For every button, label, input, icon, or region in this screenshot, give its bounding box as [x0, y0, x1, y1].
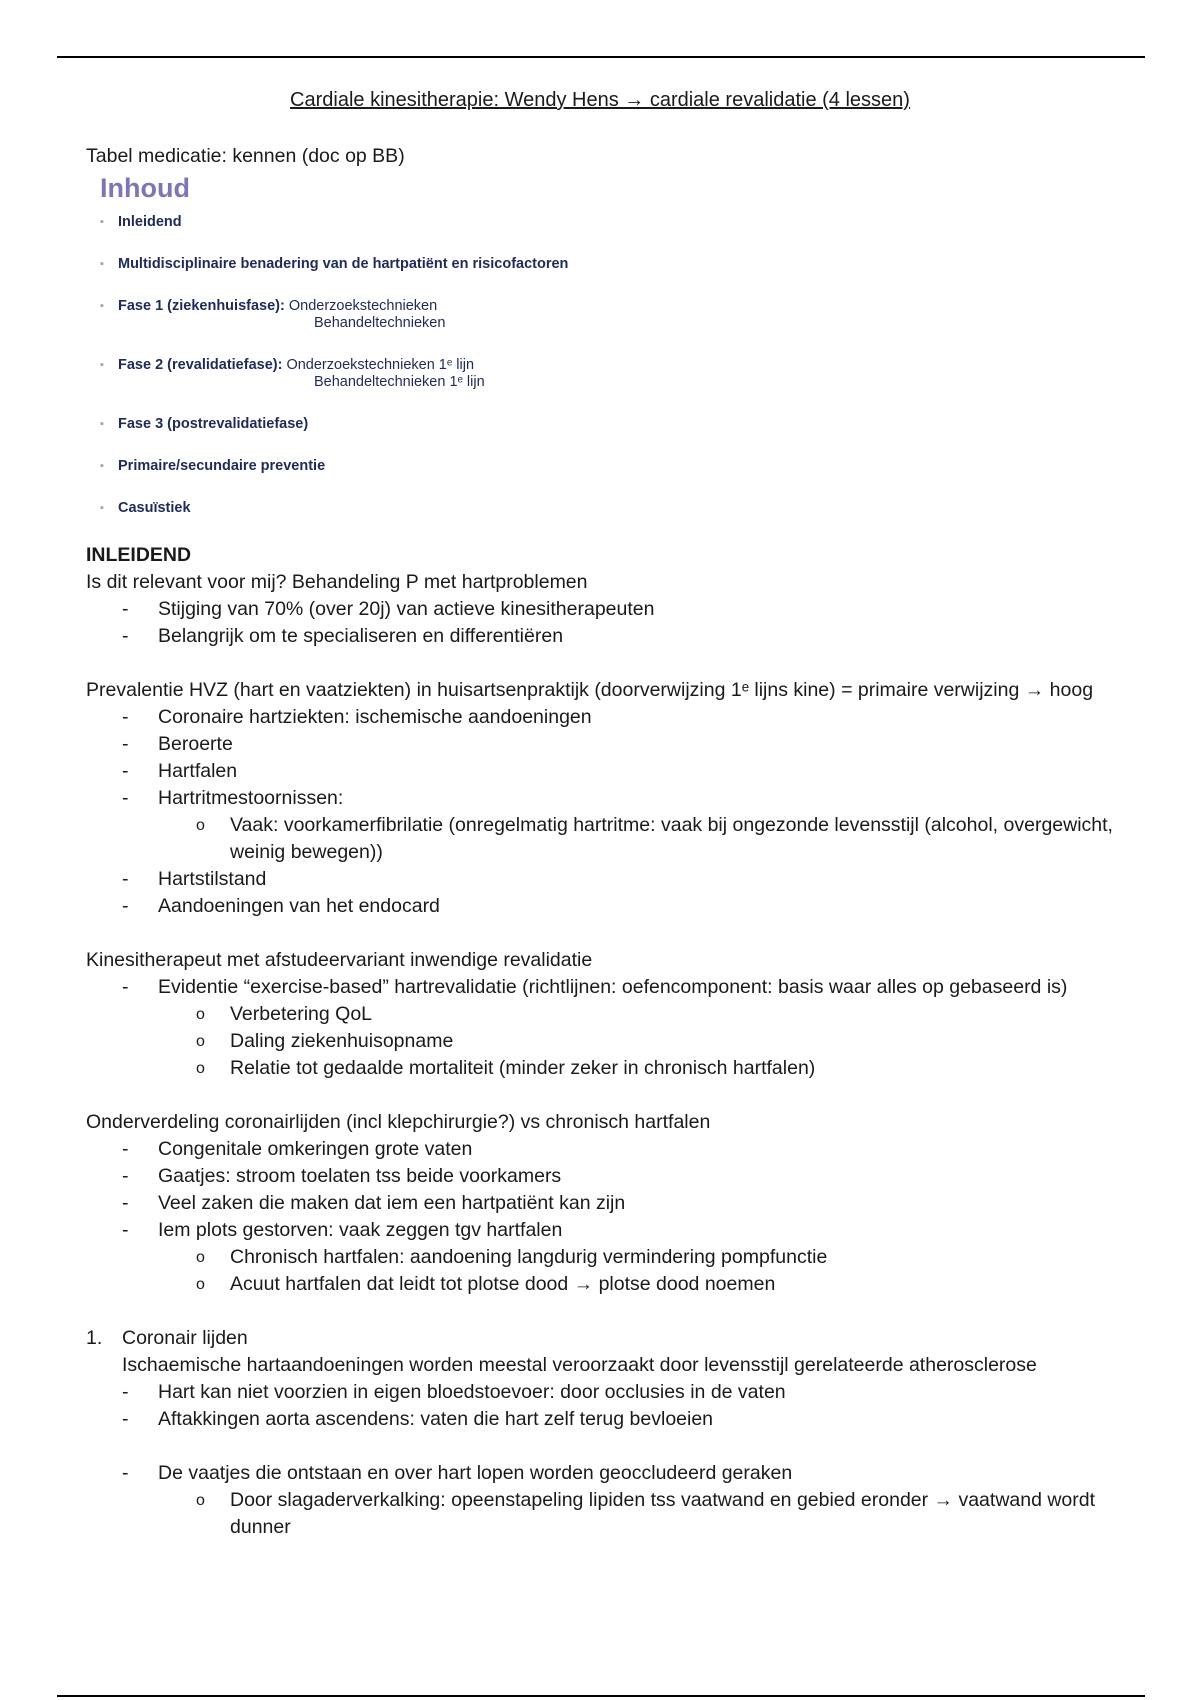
numbered-heading-text: Coronair lijden	[122, 1327, 248, 1349]
list-item: o Chronisch hartfalen: aandoening langdurig vermindering pompfunctie	[86, 1244, 1126, 1271]
list-item: o Vaak: voorkamerfibrilatie (onregelmatig hartritme: vaak bij ongezonde levensstijl (alcohol, overgewicht, weinig bewegen))	[86, 812, 1126, 866]
list-item: o Acuut hartfalen dat leidt tot plotse dood → plotse dood noemen	[86, 1271, 1126, 1298]
bottom-rule	[57, 1695, 1145, 1697]
list-item: - Belangrijk om te specialiseren en differentiëren	[86, 623, 1126, 650]
paragraph: Ischaemische hartaandoeningen worden meestal veroorzaakt door levensstijl gerelateerde atherosclerose	[122, 1354, 1037, 1376]
list-number: 1.	[86, 1327, 103, 1349]
toc-item: ▪ Fase 3 (postrevalidatiefase)	[86, 416, 1126, 433]
list-item: - Evidentie “exercise-based” hartrevalidatie (richtlijnen: oefencomponent: basis waar alles op gebaseerd is)	[86, 974, 1126, 1001]
list-item: - Beroerte	[86, 731, 1126, 758]
list-item: - Gaatjes: stroom toelaten tss beide voorkamers	[86, 1163, 1126, 1190]
list-item: - Aandoeningen van het endocard	[86, 893, 1126, 920]
sub-bullet-list	[86, 812, 1126, 866]
intro-line: Tabel medicatie: kennen (doc op BB)	[86, 145, 405, 167]
list-item: o Daling ziekenhuisopname	[86, 1028, 1126, 1055]
toc-list	[86, 214, 1126, 517]
toc-item: ▪ Primaire/secundaire preventie	[86, 458, 1126, 475]
bullet-list	[86, 974, 1126, 1001]
bullet-list	[86, 1136, 1126, 1244]
section-heading: INLEIDEND	[86, 544, 192, 566]
list-item: - Stijging van 70% (over 20j) van actieve kinesitherapeuten	[86, 596, 1126, 623]
list-item: - Hartritmestoornissen:	[86, 785, 1126, 812]
list-item: o Door slagaderverkalking: opeenstapeling lipiden tss vaatwand en gebied eronder → vaatwand wordt dunner	[86, 1487, 1126, 1541]
bullet-list	[86, 866, 1126, 920]
sub-bullet-list	[86, 1244, 1126, 1298]
list-item: - Iem plots gestorven: vaak zeggen tgv hartfalen	[86, 1217, 1126, 1244]
toc-heading: Inhoud	[100, 173, 190, 203]
toc-item: ▪ Fase 2 (revalidatiefase): Onderzoekstechnieken 1ᵉ lijn Behandeltechnieken 1ᵉ lijn	[86, 357, 1126, 391]
paragraph: Onderverdeling coronairlijden (incl klepchirurgie?) vs chronisch hartfalen	[86, 1111, 711, 1133]
toc-item: ▪ Inleidend	[86, 214, 1126, 231]
toc-item: ▪ Fase 1 (ziekenhuisfase): Onderzoekstechnieken Behandeltechnieken	[86, 298, 1126, 332]
list-item: - Hartfalen	[86, 758, 1126, 785]
bullet-list	[86, 1379, 1126, 1433]
sub-bullet-list	[86, 1001, 1126, 1082]
bullet-list	[86, 704, 1126, 812]
toc-item: ▪ Multidisciplinaire benadering van de hartpatiënt en risicofactoren	[86, 256, 1126, 273]
document-body	[86, 143, 1126, 1541]
list-item: - De vaatjes die ontstaan en over hart lopen worden geoccludeerd geraken	[86, 1460, 1126, 1487]
numbered-heading	[86, 1325, 1126, 1352]
paragraph: Is dit relevant voor mij? Behandeling P met hartproblemen	[86, 571, 588, 593]
list-item: - Veel zaken die maken dat iem een hartpatiënt kan zijn	[86, 1190, 1126, 1217]
list-item: - Coronaire hartziekten: ischemische aandoeningen	[86, 704, 1126, 731]
list-item: - Aftakkingen aorta ascendens: vaten die hart zelf terug bevloeien	[86, 1406, 1126, 1433]
paragraph: Kinesitherapeut met afstudeervariant inwendige revalidatie	[86, 949, 593, 971]
list-item: - Hartstilstand	[86, 866, 1126, 893]
sub-bullet-list	[86, 1487, 1126, 1541]
list-item: - Congenitale omkeringen grote vaten	[86, 1136, 1126, 1163]
list-item: - Hart kan niet voorzien in eigen bloedstoevoer: door occlusies in de vaten	[86, 1379, 1126, 1406]
document-title: Cardiale kinesitherapie: Wendy Hens → cardiale revalidatie (4 lessen)	[290, 89, 910, 111]
bullet-list	[86, 596, 1126, 650]
list-item: o Relatie tot gedaalde mortaliteit (minder zeker in chronisch hartfalen)	[86, 1055, 1126, 1082]
toc-item: ▪ Casuïstiek	[86, 500, 1126, 517]
bullet-list	[86, 1460, 1126, 1487]
list-item: o Verbetering QoL	[86, 1001, 1126, 1028]
paragraph: Prevalentie HVZ (hart en vaatziekten) in huisartsenpraktijk (doorverwijzing 1ᵉ lijns kine) = primaire verwijzing → hoog	[86, 679, 1094, 701]
top-rule	[57, 56, 1145, 58]
